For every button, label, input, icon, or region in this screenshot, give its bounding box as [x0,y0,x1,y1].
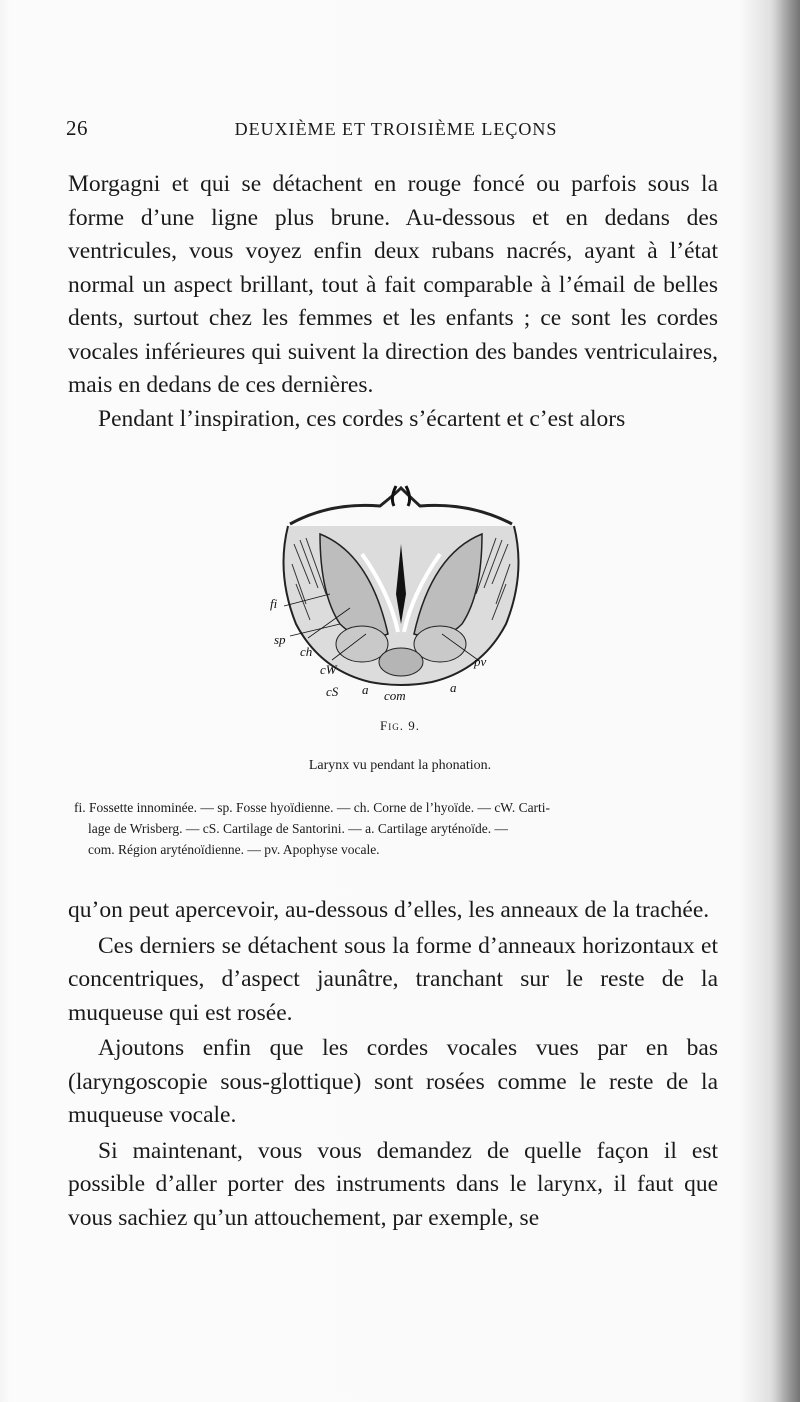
page-edge-shadow [770,0,800,1402]
label-sp: sp [274,632,286,647]
label-ch: ch [300,644,313,659]
paragraph: qu’on peut apercevoir, au-dessous d’elles, les anneaux de la trachée. [68,897,710,923]
larynx-illustration [270,484,532,706]
legend-line: com. Région aryténoïdienne. — pv. Apophyse vocale. [88,842,380,857]
legend-line: lage de Wrisberg. — cS. Cartilage de Santorini. — a. Cartilage aryténoïde. — [88,821,508,836]
label-pv: pv [474,654,487,669]
paragraph: Ces derniers se détachent sous la forme d’anneaux horizontaux et concentriques, d’aspect jaunâtre, tranchant sur le reste de la muqueuse qui est rosée. [68,932,718,1026]
legend-line: fi. Fossette innominée. — sp. Fosse hyoïdienne. — ch. Corne de l’hyoïde. — cW. Carti- [74,800,551,815]
figure-caption: Larynx vu pendant la phonation. [308,758,492,773]
paragraph: Morgagni et qui se détachent en rouge foncé ou parfois sous la forme d’une ligne plus brune. Au-dessous et en dedans des ventricules, vous voyez enfin deux rubans nacrés, ayant à l’état normal un aspect brillant, tout à fait comparable à l’émail de belles dents, surtout chez les femmes et les enfants ; ce sont les cordes vocales inférieures qui suivent la direction des bandes ventriculaires, mais en dedans de ces dernières. [68,171,718,398]
paragraph: Si maintenant, vous vous demandez de quelle façon il est possible d’aller porter des instruments dans le larynx, il faut que vous sachiez qu’un attouchement, par exemple, se [68,1137,718,1231]
text-block-bottom [68,894,718,1237]
label-a-right: a [450,680,457,695]
label-cw: cW [320,662,337,677]
page-header [66,116,726,146]
running-title: DEUXIÈME ET TROISIÈME LEÇONS [234,119,558,139]
label-a-left: a [362,682,369,697]
text-block-top [68,168,718,436]
label-cs: cS [326,684,339,699]
label-fi: fi [270,596,278,611]
paragraph: Pendant l’inspiration, ces cordes s’écartent et c’est alors [98,405,626,432]
label-com: com [384,688,406,703]
page-number: 26 [66,116,88,140]
figure-number: Fig. 9. [380,718,420,733]
paragraph: Ajoutons enfin que les cordes vocales vues par en bas (laryngoscopie sous-glottique) sont rosées comme le reste de la muqueuse vocale. [68,1035,718,1128]
figure-legend [74,797,726,860]
